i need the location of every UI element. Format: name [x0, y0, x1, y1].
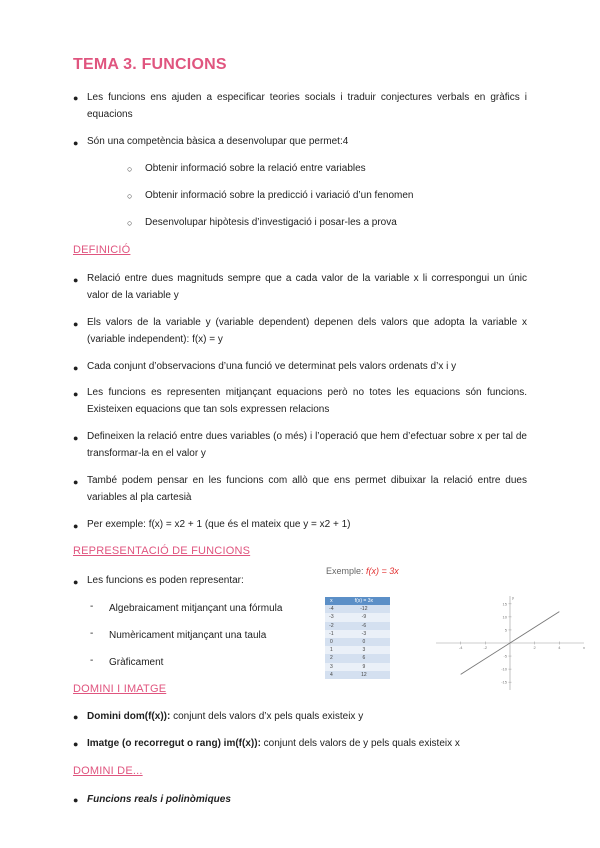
table-row — [325, 663, 390, 671]
table-header-cell: f(x) = 3x — [338, 597, 390, 605]
intro-sub-3: Desenvolupar hipòtesis d’investigació i posar-les a prova — [145, 217, 397, 228]
intro-sub-2: Obtenir informació sobre la predicció i variació d’un fenomen — [145, 190, 414, 201]
definicio-bullet-3: Cada conjunt d’observacions d’una funció ve determinat pels valors ordenats d’x i y — [87, 361, 457, 372]
intro-sub-1: Obtenir informació sobre la relació entre variables — [145, 163, 366, 174]
table-cell: 6 — [338, 654, 390, 662]
table-cell: 3 — [325, 663, 338, 671]
function-graph — [430, 590, 590, 696]
table-row — [325, 638, 390, 646]
domini-term: Domini dom(f(x)): — [87, 711, 171, 722]
representacio-heading: REPRESENTACIÓ DE FUNCIONS — [73, 545, 251, 557]
definicio-bullet-7: Per exemple: f(x) = x2 + 1 (que és el mateix que y = x2 + 1) — [87, 519, 351, 530]
bullet-icon: ● — [73, 363, 79, 373]
table-row — [325, 630, 390, 638]
bullet-icon: ● — [73, 138, 79, 148]
definicio-bullet-4: Les funcions es representen mitjançant equacions però no totes les equacions són funcions. Existeixen equacions que tan sols expressen relacions — [87, 387, 527, 415]
table-row — [325, 605, 390, 613]
bullet-icon: ● — [73, 319, 79, 329]
y-axis-label: y — [512, 595, 514, 600]
table-cell: -3 — [338, 630, 390, 638]
bullet-icon: ● — [73, 739, 79, 749]
definicio-bullet-6: També podem pensar en les funcions com allò que ens permet dibuixar la relació entre dues variables al pla cartesià — [87, 475, 527, 503]
example-label — [326, 566, 399, 576]
definicio-heading: DEFINICIÓ — [73, 244, 131, 256]
y-tick-label: -10 — [501, 666, 507, 672]
domini-de-bullet — [87, 791, 527, 808]
function-table — [325, 597, 390, 679]
circle-bullet-icon: ○ — [127, 218, 133, 228]
x-tick-label: -4 — [458, 645, 463, 650]
definicio-bullet-1: Relació entre dues magnituds sempre que a cada valor de la variable x li correspongui un únic valor de la variable y — [87, 273, 527, 301]
definicio-bullet-5: Defineixen la relació entre dues variables (o més) i l’operació que hem d’efectuar sobre x per tal de transformar-la en el valor y — [87, 431, 527, 459]
table-cell: 1 — [325, 646, 338, 654]
table-cell: -2 — [325, 622, 338, 630]
table-row — [325, 654, 390, 662]
representacio-item-2: Numèricament mitjançant una taula — [109, 630, 267, 641]
table-cell: 9 — [338, 663, 390, 671]
bullet-icon: ● — [73, 275, 79, 285]
y-tick-label: -15 — [501, 679, 507, 685]
y-tick-label: 10 — [502, 614, 507, 620]
representacio-bullet: Les funcions es poden representar: — [87, 575, 244, 586]
table-cell: 0 — [325, 638, 338, 646]
domini-de-text: Funcions reals i polinòmiques — [87, 794, 231, 805]
dash-icon: - — [90, 655, 94, 666]
table-header-row — [325, 597, 390, 605]
y-tick-label: -5 — [503, 653, 507, 659]
intro-bullet-1: Les funcions ens ajuden a especificar teories socials i traduir conjectures verbals en gràfics i equacions — [87, 92, 527, 120]
table-cell: 0 — [338, 638, 390, 646]
table-cell: 12 — [338, 671, 390, 679]
x-axis-label: x — [583, 645, 585, 650]
table-cell: -6 — [338, 622, 390, 630]
y-tick-label: 15 — [502, 601, 507, 607]
x-tick-label: -2 — [483, 645, 488, 650]
bullet-icon: ● — [73, 577, 79, 587]
representacio-item-3: Gràficament — [109, 657, 164, 668]
x-tick-label: 2 — [533, 645, 536, 650]
dash-icon: - — [90, 628, 94, 639]
table-row — [325, 646, 390, 654]
table-cell: -3 — [325, 613, 338, 621]
y-tick-label: 5 — [504, 627, 507, 633]
bullet-icon: ● — [73, 93, 79, 103]
bullet-icon: ● — [73, 477, 79, 487]
table-header-cell: x — [325, 597, 338, 605]
representacio-item-1: Algebraicament mitjançant una fórmula — [109, 603, 283, 614]
circle-bullet-icon: ○ — [127, 164, 133, 174]
bullet-icon: ● — [73, 521, 79, 531]
table-cell: 4 — [325, 671, 338, 679]
table-row — [325, 622, 390, 630]
page-title: TEMA 3. FUNCIONS — [73, 56, 227, 73]
imatge-definition: conjunt dels valors de y pels quals existeix x — [260, 738, 460, 749]
bullet-icon: ● — [73, 433, 79, 443]
bullet-icon: ● — [73, 795, 79, 805]
table-cell: 2 — [325, 654, 338, 662]
definicio-bullet-2: Els valors de la variable y (variable dependent) depenen dels valors que adopta la variable x (variable independent): f(x) = y — [87, 317, 527, 345]
table-cell: 3 — [338, 646, 390, 654]
example-function: f(x) = 3x — [366, 566, 399, 576]
example-prefix: Exemple: — [326, 566, 364, 576]
bullet-icon: ● — [73, 712, 79, 722]
domini-bullet — [87, 708, 527, 725]
dash-icon: - — [90, 601, 94, 612]
table-cell: -4 — [325, 605, 338, 613]
imatge-term: Imatge (o recorregut o rang) im(f(x)): — [87, 738, 261, 749]
table-row — [325, 613, 390, 621]
table-cell: -9 — [338, 613, 390, 621]
imatge-bullet — [87, 735, 527, 752]
table-row — [325, 671, 390, 679]
bullet-icon: ● — [73, 389, 79, 399]
domini-de-heading: DOMINI DE... — [73, 765, 143, 777]
domini-definition: conjunt dels valors d’x pels quals existeix y — [170, 711, 364, 722]
circle-bullet-icon: ○ — [127, 191, 133, 201]
domini-heading: DOMINI I IMATGE — [73, 683, 167, 695]
intro-bullet-2: Són una competència bàsica a desenvolupar que permet:4 — [87, 136, 349, 147]
table-cell: -1 — [325, 630, 338, 638]
x-tick-label: 4 — [558, 645, 561, 650]
table-cell: -12 — [338, 605, 390, 613]
